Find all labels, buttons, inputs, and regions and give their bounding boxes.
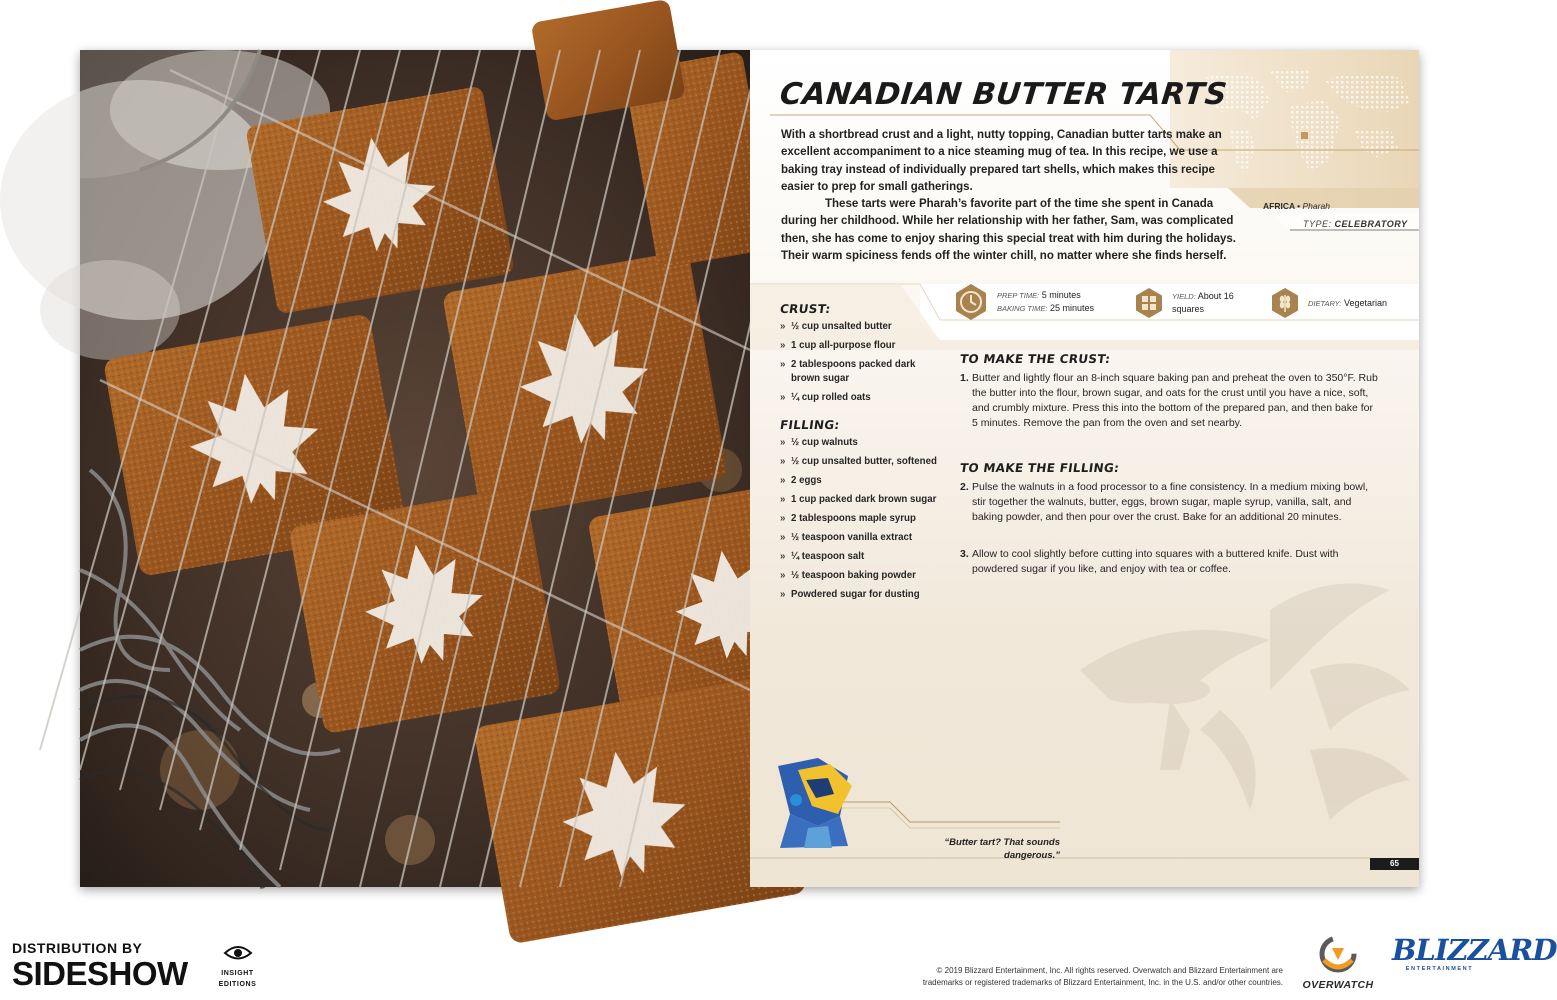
- list-item: » 2 eggs: [780, 474, 940, 488]
- list-item: » 2 tablespoons maple syrup: [780, 512, 940, 526]
- tarts-photo-illustration: [80, 50, 750, 887]
- pharah-avatar-icon: [768, 756, 860, 856]
- prep-time-label: PREP TIME:: [997, 291, 1040, 300]
- copyright-notice: [860, 965, 1283, 989]
- list-item: » ¼ teaspoon salt: [780, 550, 940, 564]
- prep-time-value: 5 minutes: [1041, 290, 1081, 300]
- recipe-intro: [781, 127, 1236, 265]
- yield-stat: [1133, 287, 1234, 319]
- overwatch-logo: [1290, 934, 1386, 991]
- dietary-value: Vegetarian: [1344, 297, 1388, 308]
- intro-paragraph-1: With a shortbread crust and a light, nutty topping, Canadian butter tarts make an excellent accompaniment to a nice steaming mug of tea. In this recipe, we use a baking tray instead of individually prepared tart shells, which makes this recipe easier to prep for small gatherings.: [781, 129, 1222, 193]
- overwatch-emblem-icon: [1318, 934, 1358, 974]
- crust-ingredients-list: [780, 320, 940, 410]
- time-stat: [952, 283, 1094, 321]
- blizzard-subtitle: ENTERTAINMENT: [1405, 966, 1474, 972]
- yield-value-1: About 16: [1197, 291, 1234, 301]
- direction-step: [960, 547, 1380, 577]
- step-number: 3.: [960, 548, 969, 560]
- copyright-line-1: © 2019 Blizzard Entertainment, Inc. All rights reserved. Overwatch and Blizzard Entertainment are: [936, 966, 1283, 975]
- filling-heading: FILLING:: [779, 418, 841, 432]
- direction-step: [960, 480, 1380, 525]
- sideshow-logo: [12, 940, 188, 991]
- list-item: » Powdered sugar for dusting: [780, 588, 940, 602]
- list-item: » ½ cup walnuts: [780, 436, 940, 450]
- list-item: » ½ teaspoon vanilla extract: [780, 531, 940, 545]
- overwatch-wordmark: OVERWATCH: [1302, 979, 1374, 991]
- region-name: AFRICA •: [1263, 201, 1301, 211]
- sideshow-wordmark: SIDESHOW: [12, 955, 188, 992]
- list-item: » 2 tablespoons packed dark brown sugar: [780, 358, 940, 386]
- list-item: » ½ cup unsalted butter: [780, 320, 940, 334]
- baking-time-label: BAKING TIME:: [997, 304, 1048, 313]
- copyright-line-2: trademarks or registered trademarks of Blizzard Entertainment, Inc. in the U.S. and/or other countries.: [922, 978, 1283, 987]
- baking-time-value: 25 minutes: [1049, 303, 1094, 313]
- insight-text: INSIGHT: [221, 970, 254, 977]
- distribution-by-text: DISTRIBUTION BY: [12, 940, 143, 956]
- editions-text: EDITIONS: [218, 981, 257, 988]
- crust-heading: CRUST:: [779, 302, 832, 316]
- pharah-quote: “Butter tart? That sounds dangerous.”: [944, 837, 1060, 861]
- tarts-photo: [80, 50, 750, 887]
- hero-name: Pharah: [1302, 201, 1330, 211]
- yield-label: YIELD:: [1172, 292, 1196, 301]
- recipe-title: CANADIAN BUTTER TARTS: [778, 77, 1229, 112]
- yield-value-2: squares: [1172, 304, 1205, 314]
- page-number: 65: [1370, 858, 1419, 870]
- list-item: » 1 cup packed dark brown sugar: [780, 493, 940, 507]
- type-label-key: TYPE:: [1303, 219, 1332, 229]
- step-text: Pulse the walnuts in a food processor to a fine consistency. In a medium mixing bowl, stir together the walnuts, butter, eggs, brown sugar, maple syrup, vanilla, salt, and baking powder, and then pour over the crust. Bake for an additional 20 minutes.: [972, 481, 1369, 523]
- make-crust-heading: TO MAKE THE CRUST:: [959, 352, 1112, 366]
- blizzard-logo: [1392, 933, 1557, 972]
- insight-editions-logo: [210, 944, 265, 989]
- eye-icon: [223, 944, 253, 962]
- dietary-stat: [1269, 287, 1387, 319]
- filling-ingredients-list: [780, 436, 940, 607]
- dietary-label: DIETARY:: [1308, 298, 1342, 308]
- list-item: » ¼ cup rolled oats: [780, 391, 940, 405]
- step-number: 1.: [960, 372, 969, 384]
- list-item: » ½ cup unsalted butter, softened: [780, 455, 940, 469]
- direction-step: [960, 371, 1380, 431]
- list-item: » ½ teaspoon baking powder: [780, 569, 940, 583]
- step-text: Butter and lightly flour an 8-inch square baking pan and preheat the oven to 350°F. Rub the butter into the flour, brown sugar, and oats for the crust until you have a nice, soft, and crumbly mixture. Press this into the bottom of the prepared pan, and then bake for 5 minutes. Remove the pan from the oven and set nearby.: [972, 372, 1378, 429]
- step-text: Allow to cool slightly before cutting into squares with a buttered knife. Dust with powdered sugar if you like, and enjoy with tea or coffee.: [972, 548, 1339, 575]
- step-number: 2.: [960, 481, 969, 493]
- squares-icon: [1133, 287, 1165, 319]
- clock-icon: [952, 283, 990, 321]
- blizzard-wordmark: BLIZZARD: [1392, 933, 1557, 967]
- list-item: » 1 cup all-purpose flour: [780, 339, 940, 353]
- region-label: [1263, 201, 1330, 211]
- book-spread: [80, 50, 1419, 887]
- wheat-icon: [1269, 287, 1301, 319]
- make-filling-heading: TO MAKE THE FILLING:: [959, 461, 1121, 475]
- type-label: [1303, 219, 1408, 229]
- intro-paragraph-2: These tarts were Pharah’s favorite part of the time she spent in Canada during her childhood. While her relationship with her father, Sam, was complicated then, she has come to enjoy sharing this special treat with him during the holidays. Their warm spiciness fends off the winter chill, no matter where she finds herself.: [781, 198, 1236, 263]
- type-value: CELEBRATORY: [1334, 219, 1408, 229]
- recipe-page: [750, 50, 1419, 887]
